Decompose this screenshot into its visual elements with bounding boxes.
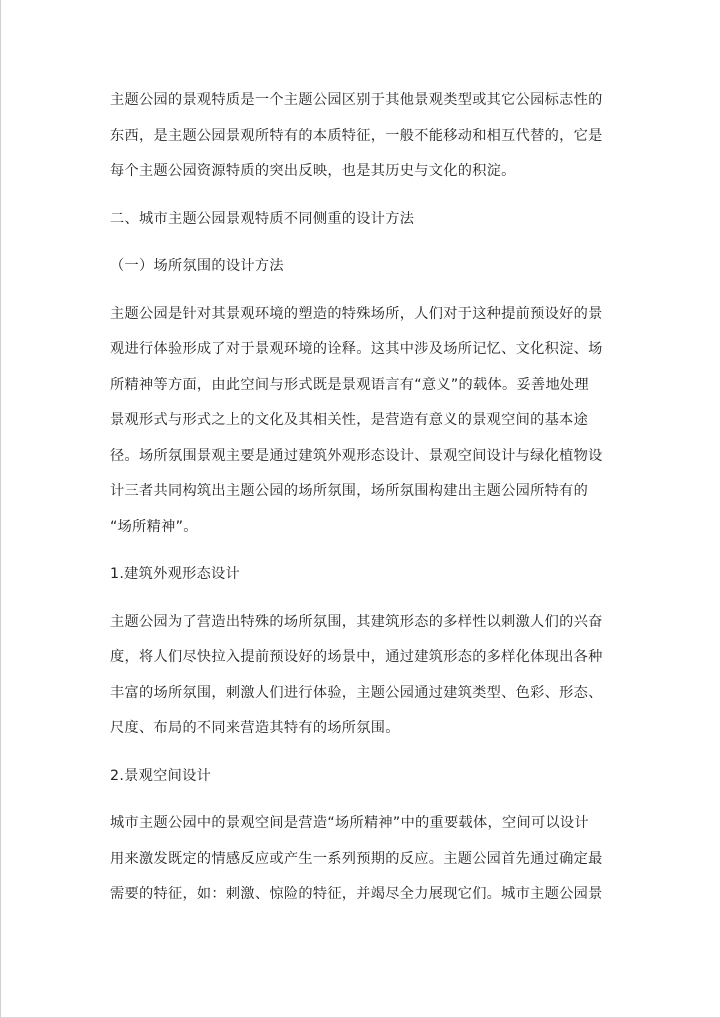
text-line: 主题公园的景观特质是一个主题公园区别于其他景观类型或其它公园标志性的 (110, 92, 603, 108)
text-line: 用来激发既定的情感反应或产生一系列预期的反应。主题公园首先通过确定最 (110, 850, 603, 867)
text-line: 东西，是主题公园景观所特有的本质特征，一般不能移动和相互代替的，它是 (110, 127, 603, 144)
text-line: 主题公园为了营造出特殊的场所氛围，其建筑形态的多样性以刺激人们的兴奋 (110, 613, 603, 630)
text-line: 景观形式与形式之上的文化及其相关性，是营造有意义的景观空间的基本途 (110, 412, 589, 428)
text-line: 尺度、布局的不同来营造其特有的场所氛围。 (110, 720, 400, 736)
text-line: 观进行体验形成了对于景观环境的诠释。这其中涉及场所记忆、文化积淀、场 (110, 341, 603, 357)
text-line: 度，将人们尽快拉入提前预设好的场景中，通过建筑形态的多样化体现出各种 (110, 649, 603, 665)
text-line: “场所精神”。 (110, 518, 198, 535)
text-line: 计三者共同构筑出主题公园的场所氛围，场所氛围构建出主题公园所特有的 (110, 483, 589, 499)
text-line: 径。场所氛围景观主要是通过建筑外观形态设计、景观空间设计与绿化植物设 (110, 447, 603, 464)
text-line: 所精神等方面，由此空间与形式既是景观语言有“意义”的载体。妥善地处理 (110, 376, 589, 393)
item-heading-landscape-space: 2.景观空间设计 (110, 767, 212, 784)
text-line: 城市主题公园中的景观空间是营造“场所精神”中的重要载体，空间可以设计 (110, 815, 589, 831)
paragraph-landscape-space (110, 806, 606, 913)
text-line: 每个主题公园资源特质的突出反映，也是其历史与文化的积淀。 (110, 163, 516, 179)
document-body (110, 83, 606, 913)
subsection-heading: （一）场所氛围的设计方法 (110, 258, 284, 274)
paragraph-intro (110, 83, 606, 190)
item-heading-architecture: 1.建筑外观形态设计 (110, 566, 241, 582)
text-line: 主题公园是针对其景观环境的塑造的特殊场所，人们对于这种提前预设好的景 (110, 305, 603, 322)
text-line: 丰富的场所氛围，刺激人们进行体验，主题公园通过建筑类型、色彩、形态、 (110, 684, 603, 701)
paragraph-place-atmosphere (110, 297, 606, 546)
text-line: 需要的特征，如：刺激、惊险的特征，并竭尽全力展现它们。城市主题公园景 (110, 886, 603, 902)
page-left-edge (0, 0, 1, 1018)
section-heading: 二、城市主题公园景观特质不同侧重的设计方法 (110, 210, 415, 227)
paragraph-architecture (110, 605, 606, 747)
